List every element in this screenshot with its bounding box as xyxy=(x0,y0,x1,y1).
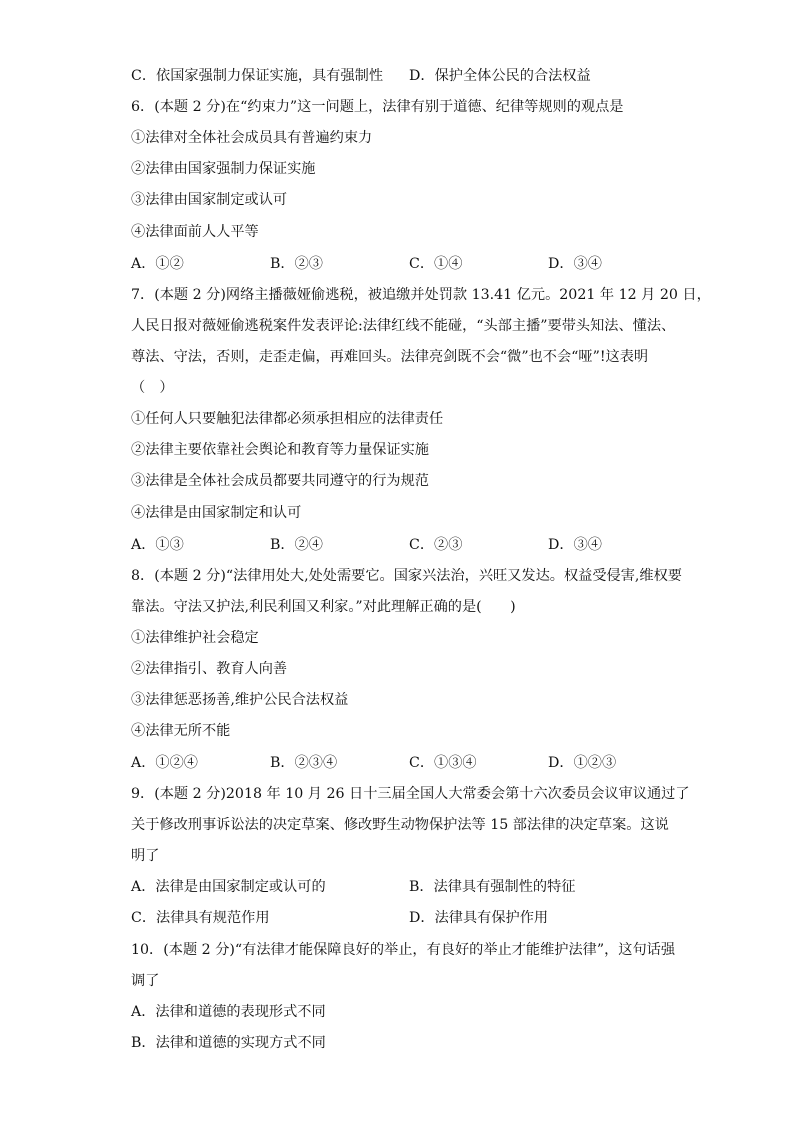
q9-stem-line-2: 关于修改刑事诉讼法的决定草案、修改野生动物保护法等 15 部法律的决定草案。这说 xyxy=(131,817,669,833)
q8-option-d: D．①②③ xyxy=(548,755,617,771)
q9-option-d: D．法律具有保护作用 xyxy=(409,910,549,926)
q7-stem-line-3: 尊法、守法，否则，走歪走偏，再难回头。法律亮剑既不会“微”也不会“哑”!这表明 xyxy=(131,349,649,365)
q7-item-4: ④法律是由国家制定和认可 xyxy=(131,505,302,521)
q8-item-1: ①法律维护社会稳定 xyxy=(131,630,259,646)
q6-item-2: ②法律由国家强制力保证实施 xyxy=(131,161,316,177)
q8-stem-line-2: 靠法。守法又护法,利民利国又利家。”对此理解正确的是( ) xyxy=(131,599,516,615)
q6-option-d: D．③④ xyxy=(548,256,602,272)
q6-option-a: A．①② xyxy=(131,256,184,272)
q5-option-c: C．依国家强制力保证实施，具有强制性 xyxy=(131,68,384,84)
q9-option-c: C．法律具有规范作用 xyxy=(131,910,270,926)
q10-stem-line-2: 调了 xyxy=(131,973,160,989)
q7-option-c: C．②③ xyxy=(409,537,463,553)
q7-option-a: A．①③ xyxy=(131,537,184,553)
q6-item-3: ③法律由国家制定或认可 xyxy=(131,192,288,208)
q8-option-c: C．①③④ xyxy=(409,755,477,771)
q6-option-c: C．①④ xyxy=(409,256,463,272)
q6-item-1: ①法律对全体社会成员具有普遍约束力 xyxy=(131,130,373,146)
q6-stem: 6．(本题 2 分)在“约束力”这一问题上，法律有别于道德、纪律等规则的观点是 xyxy=(131,99,624,115)
q9-option-a: A．法律是由国家制定或认可的 xyxy=(131,879,326,895)
q6-option-b: B．②③ xyxy=(270,256,323,272)
q7-stem-line-2: 人民日报对薇娅偷逃税案件发表评论:法律红线不能碰，“头部主播”要带头知法、懂法、 xyxy=(131,318,676,334)
q6-item-4: ④法律面前人人平等 xyxy=(131,224,259,240)
q7-item-2: ②法律主要依靠社会舆论和教育等力量保证实施 xyxy=(131,442,429,458)
q8-option-a: A．①②④ xyxy=(131,755,198,771)
q9-option-b: B．法律具有强制性的特征 xyxy=(409,879,576,895)
q7-answer-blank: （ ） xyxy=(131,380,174,396)
q7-option-d: D．③④ xyxy=(548,537,602,553)
q8-item-2: ②法律指引、教育人向善 xyxy=(131,661,288,677)
q8-item-3: ③法律惩恶扬善,维护公民合法权益 xyxy=(131,692,349,708)
q10-stem-line-1: 10．(本题 2 分)“有法律才能保障良好的举止，有良好的举止才能维护法律”，这句话强 xyxy=(131,942,676,958)
q9-stem-line-3: 明了 xyxy=(131,848,160,864)
q8-item-4: ④法律无所不能 xyxy=(131,723,231,739)
q9-stem-line-1: 9．(本题 2 分)2018 年 10 月 26 日十三届全国人大常委会第十六次委员会议审议通过了 xyxy=(131,786,690,802)
q8-stem-line-1: 8．(本题 2 分)“法律用处大,处处需要它。国家兴法治，兴旺又发达。权益受侵害,维权要 xyxy=(131,568,682,584)
q5-option-d: D．保护全体公民的合法权益 xyxy=(409,68,591,84)
q10-option-a: A．法律和道德的表现形式不同 xyxy=(131,1004,326,1020)
q8-option-b: B．②③④ xyxy=(270,755,338,771)
q7-item-1: ①任何人只要触犯法律都必须承担相应的法律责任 xyxy=(131,411,444,427)
q7-option-b: B．②④ xyxy=(270,537,323,553)
q7-stem-line-1: 7．(本题 2 分)网络主播薇娅偷逃税，被追缴并处罚款 13.41 亿元。2021 年 12 月 20 日， xyxy=(131,287,711,303)
q7-item-3: ③法律是全体社会成员都要共同遵守的行为规范 xyxy=(131,473,429,489)
q10-option-b: B．法律和道德的实现方式不同 xyxy=(131,1035,326,1051)
